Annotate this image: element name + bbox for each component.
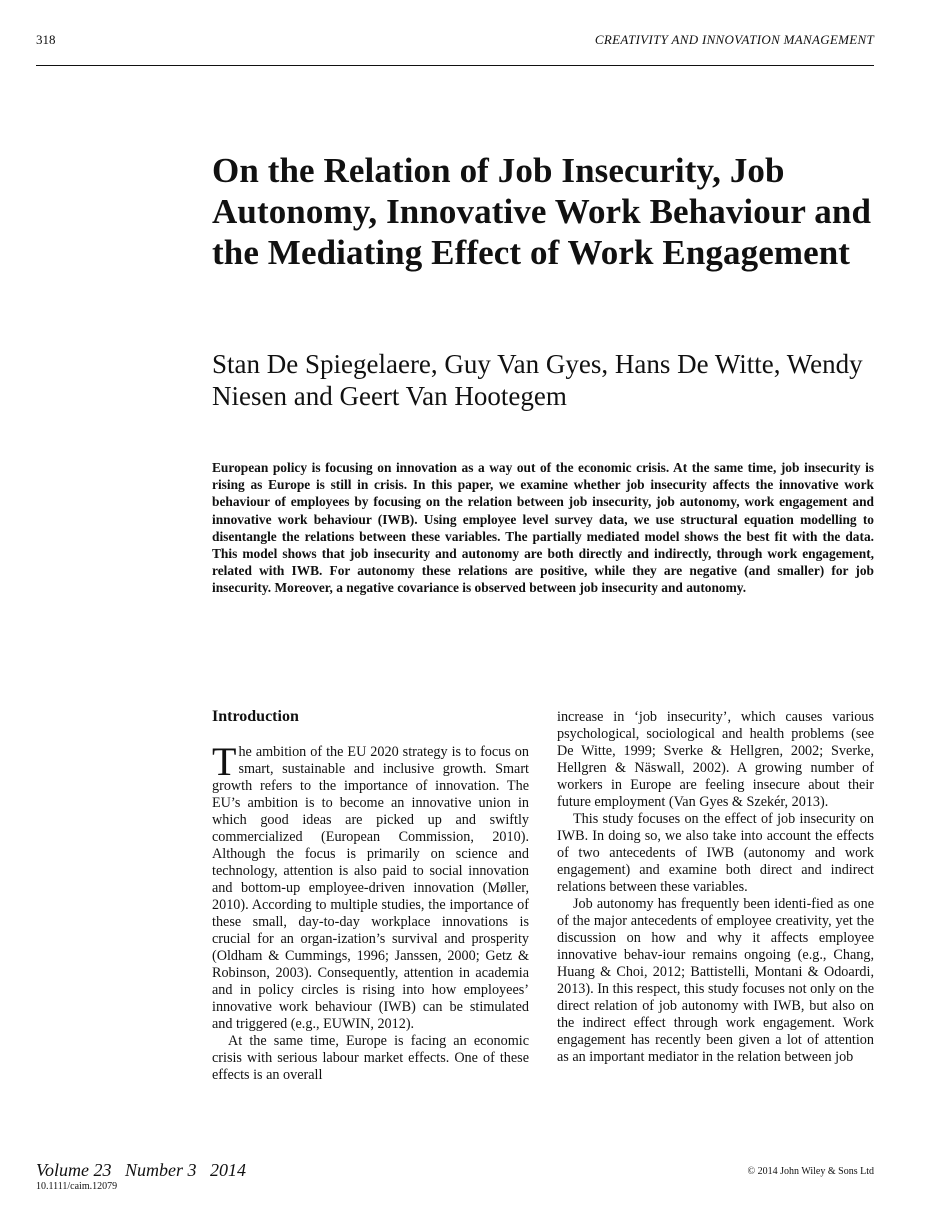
- intro-paragraph-2: At the same time, Europe is facing an economic crisis with serious labour market effects. One of these effects is an overall: [212, 1033, 529, 1083]
- right-paragraph-3: Job autonomy has frequently been identi-fied as one of the major antecedents of employee creativity, yet the discussion on how and why it affects employee innovative behav-iour remains ongoing (e.g., Chang, Huang & Choi, 2012; Battistelli, Montani & Odoardi, 2013). In this respect, this study focuses not only on the direct relation of job autonomy with IWB, but also on the indirect effect through work engagement. Work engagement has recently been given a lot of attention as an important mediator in the relation between job: [557, 896, 874, 1065]
- right-paragraph-2: This study focuses on the effect of job insecurity on IWB. In doing so, we also take into account the effects of two antecedents of IWB (autonomy and work engagement) and examine both direct and indirect relations between these variables.: [557, 811, 874, 895]
- article-title: On the Relation of Job Insecurity, Job Autonomy, Innovative Work Behaviour and the Mediating Effect of Work Engagement: [212, 151, 872, 272]
- running-head-journal: CREATIVITY AND INNOVATION MANAGEMENT: [594, 32, 874, 47]
- article-authors: Stan De Spiegelaere, Guy Van Gyes, Hans De Witte, Wendy Niesen and Geert Van Hootegem: [212, 349, 863, 411]
- header-rule: [36, 65, 874, 66]
- footer-doi: 10.1111/caim.12079: [36, 1181, 118, 1192]
- body-column-left: [212, 707, 529, 1084]
- introduction-heading: Introduction: [212, 708, 299, 725]
- footer-copyright: © 2014 John Wiley & Sons Ltd: [747, 1166, 874, 1177]
- article-abstract: European policy is focusing on innovation as a way out of the economic crisis. At the same time, job insecurity is rising as Europe is still in crisis. In this paper, we examine whether job insecurity affects the innovative work behaviour of employees by focusing on the relation between job insecurity, job autonomy, work engagement and innovative work behaviour (IWB). Using employee level survey data, we use structural equation modelling to disentangle the relations between these variables. The partially mediated model shows the best fit with the data. This model shows that job insecurity and autonomy are both directly and indirectly, through work engagement, related with IWB. For autonomy these relations are positive, while they are negative (and smaller) for job insecurity. Moreover, a negative covariance is observed between job insecurity and autonomy.: [212, 460, 874, 596]
- page-number: 318: [36, 32, 56, 47]
- footer-volume: Volume 23 Number 3 2014: [36, 1160, 246, 1180]
- body-column-right: [557, 709, 874, 1066]
- intro-paragraph-1-text: he ambition of the EU 2020 strategy is to focus on smart, sustainable and inclusive growth. Smart growth refers to the importance of innovation. The EU’s ambition is to become an innovative union in which good ideas are picked up and swiftly commercialized (European Commission, 2010). Although the focus is primarily on science and technology, attention is also paid to social innovation and bottom-up employee-driven innovation (Møller, 2010). According to multiple studies, the importance of these small, day-to-day workplace innovations is crucial for an organ-ization’s survival and prosperity (Oldham & Cummings, 1996; Janssen, 2000; Getz & Robinson, 2003). Consequently, attention in academia and in policy circles is rising into how employees’ innovative work behaviour (IWB) can be stimulated and triggered (e.g., EUWIN, 2012).: [212, 744, 529, 1032]
- drop-cap: T: [212, 739, 237, 784]
- intro-paragraph-1: [212, 739, 529, 1033]
- right-paragraph-1: increase in ‘job insecurity’, which causes various psychological, sociological and health problems (see De Witte, 1999; Sverke & Hellgren, 2002; Sverke, Hellgren & Näswall, 2002). A growing number of workers in Europe are feeling insecure about their future employment (Van Gyes & Szekér, 2013).: [557, 709, 874, 810]
